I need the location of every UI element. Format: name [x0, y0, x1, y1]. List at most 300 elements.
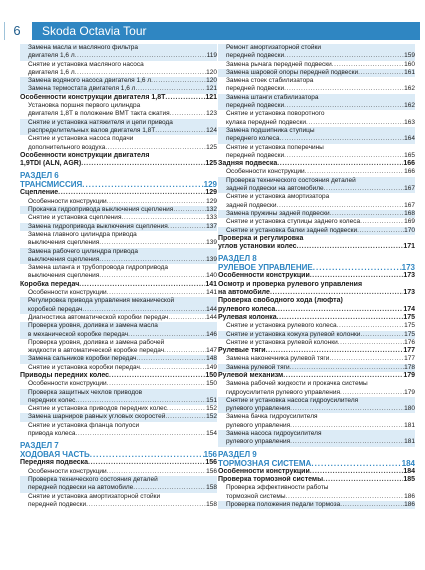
entry-title: двигателя 1,6 л	[28, 52, 75, 60]
entry-title: Замена шарниров равных угловых скоростей	[28, 413, 166, 421]
entry-title: Особенности конструкции	[226, 168, 305, 176]
toc-entry	[218, 144, 415, 152]
leader-dots	[337, 322, 404, 330]
toc-entry	[218, 501, 415, 509]
toc-entry	[218, 380, 415, 388]
toc-entry	[218, 422, 415, 430]
entry-title: Замена наконечника рулевой тяги	[226, 355, 330, 363]
toc-entry	[218, 85, 415, 93]
leader-dots	[99, 256, 206, 264]
leader-dots	[75, 397, 206, 405]
entry-title: Ремонт амортизаторной стойки	[226, 44, 322, 51]
toc-entry	[20, 248, 217, 256]
leader-dots	[107, 198, 206, 206]
page-header	[0, 0, 425, 40]
toc-chapter-entry	[20, 459, 217, 467]
toc-entry	[20, 214, 217, 222]
leader-dots	[306, 119, 404, 127]
leader-dots	[121, 214, 206, 222]
entry-title: кулака передней подвески	[226, 118, 306, 126]
entry-title: Снятие и установка ступицы заднего колеса	[226, 218, 361, 226]
leader-dots	[323, 476, 403, 484]
entry-page-number: 181	[404, 421, 415, 429]
toc-chapter-entry	[218, 160, 415, 168]
section-heading	[218, 254, 415, 263]
leader-dots	[168, 223, 206, 231]
leader-dots	[329, 355, 404, 363]
entry-title: Снятие и установка рулевого колеса	[226, 322, 337, 330]
entry-page-number: 121	[206, 85, 217, 93]
toc-chapter-entry	[218, 347, 415, 355]
toc-entry	[20, 198, 217, 206]
toc-entry	[218, 44, 415, 52]
page-number: 6	[4, 22, 29, 40]
toc-entry	[218, 119, 415, 127]
entry-page-number: 150	[205, 371, 217, 379]
entry-title: Особенности конструкции	[28, 289, 107, 297]
toc-chapter-entry	[218, 281, 415, 289]
section-heading	[20, 171, 217, 180]
toc-entry	[218, 77, 415, 85]
leader-dots	[75, 52, 207, 60]
entry-title: Снятие и установка масляного насоса	[28, 60, 144, 68]
leader-dots	[136, 355, 206, 363]
toc-entry	[218, 185, 415, 193]
toc-entry	[20, 110, 217, 118]
entry-page-number: 184	[401, 458, 415, 468]
entry-page-number: 144	[206, 313, 217, 321]
toc-entry	[218, 405, 415, 413]
toc-entry	[20, 413, 217, 421]
leader-dots	[284, 152, 404, 160]
leader-dots	[313, 263, 402, 272]
section-heading	[218, 450, 415, 459]
entry-title: Замена рабочей жидкости и прокачка системы	[226, 380, 368, 388]
leader-dots	[277, 202, 405, 210]
toc-entry	[20, 44, 217, 52]
entry-title: Замена рулевой тяги	[226, 363, 290, 371]
leader-dots	[109, 372, 205, 380]
entry-title: Снятие и установка коробки передач	[28, 363, 140, 371]
entry-page-number: 137	[206, 222, 217, 230]
entry-page-number: 179	[404, 388, 415, 396]
entry-page-number: 158	[206, 500, 217, 508]
toc-entry	[20, 430, 217, 438]
entry-page-number: 120	[206, 68, 217, 76]
entry-page-number: 165	[404, 151, 415, 159]
leader-dots	[311, 459, 401, 468]
toc-entry	[20, 380, 217, 388]
entry-page-number: 129	[205, 189, 217, 197]
toc-chapter-entry	[218, 243, 415, 251]
entry-title: Установка поршня первого цилиндра	[28, 102, 141, 110]
entry-title: Снятие и установка насоса гидроусилителя	[226, 396, 359, 404]
toc-entry	[218, 493, 415, 501]
entry-page-number: 177	[404, 355, 415, 363]
entry-title: Осмотр и проверка рулевого управления	[218, 280, 363, 288]
leader-dots	[286, 493, 405, 501]
leader-dots	[151, 77, 206, 85]
entry-title: Диагностика автоматической коробки передач	[28, 313, 169, 321]
leader-dots	[79, 281, 205, 289]
entry-page-number: 156	[206, 467, 217, 475]
entry-title: РАЗДЕЛ 7	[20, 441, 59, 451]
entry-title: РАЗДЕЛ 8	[218, 254, 257, 264]
toc-entry	[20, 322, 217, 330]
entry-page-number: 150	[206, 380, 217, 388]
entry-title: Проверка эффективности работы	[226, 484, 329, 492]
toc-entry	[218, 61, 415, 69]
leader-dots	[107, 289, 206, 297]
toc-entry	[218, 152, 415, 160]
entry-page-number: 129	[206, 197, 217, 205]
entry-page-number: 169	[404, 218, 415, 226]
entry-title: Проверка уровня, доливка и замена масла	[28, 322, 158, 330]
entry-page-number: 163	[404, 118, 415, 126]
toc-entry	[218, 210, 415, 218]
leader-dots	[155, 127, 206, 135]
entry-title: Снятие и установка балки задней подвески	[226, 226, 358, 234]
toc-chapter-entry	[218, 476, 415, 484]
toc-entry	[218, 339, 415, 347]
entry-page-number: 125	[205, 160, 217, 168]
entry-title: Замена масла и масляного фильтра	[28, 44, 138, 51]
entry-title: Проверка уровня, доливка и замена рабочей	[28, 338, 165, 346]
entry-title: Замена термостата двигателя 1,6 л	[28, 85, 136, 93]
entry-page-number: 125	[206, 143, 217, 151]
entry-title: Снятие и установка сцепления	[28, 214, 122, 222]
entry-page-number: 123	[206, 110, 217, 118]
leader-dots	[310, 468, 404, 476]
entry-title: Проверка защитных чехлов приводов	[28, 388, 143, 396]
leader-dots	[168, 314, 206, 322]
entry-page-number: 124	[206, 126, 217, 134]
leader-dots	[81, 160, 205, 168]
entry-page-number: 146	[206, 330, 217, 338]
leader-dots	[357, 227, 404, 235]
entry-title: задней подвески на автомобиле	[226, 185, 324, 193]
toc-chapter-entry	[218, 314, 415, 322]
entry-title: 1,9TDI (ALN, AGR)	[20, 160, 82, 168]
entry-title: Особенности конструкции	[218, 272, 310, 280]
leader-dots	[283, 372, 403, 380]
entry-title: Рулевые тяги	[218, 347, 266, 355]
entry-page-number: 178	[404, 363, 415, 371]
leader-dots	[290, 422, 404, 430]
entry-title: тормозной системы	[226, 492, 286, 500]
toc-chapter-entry	[218, 306, 415, 314]
entry-title: Замена главного цилиндра привода	[28, 230, 137, 238]
toc-entry	[20, 389, 217, 397]
entry-title: Замена шланга и трубопровода гидропривода	[28, 264, 168, 272]
toc-entry	[20, 239, 217, 247]
toc-entry	[218, 193, 415, 201]
entry-page-number: 161	[404, 68, 415, 76]
entry-title: передних колес	[28, 396, 76, 404]
entry-page-number: 139	[206, 239, 217, 247]
toc-entry	[20, 493, 217, 501]
entry-title: Замена бачка гидроусилителя	[226, 413, 318, 421]
entry-title: передней подвески	[226, 102, 285, 110]
toc-entry	[20, 476, 217, 484]
entry-title: двигателя 1,6 л	[28, 68, 75, 76]
entry-title: гидроусилителя рулевого управления	[226, 388, 341, 396]
entry-title: Снятие и установка насоса подачи	[28, 135, 134, 143]
toc-entry	[20, 364, 217, 372]
entry-title: РУЛЕВОЕ УПРАВЛЕНИЕ	[218, 263, 313, 273]
toc-entry	[20, 355, 217, 363]
entry-title: распределительных валов двигателя 1,8Т	[28, 126, 156, 134]
entry-title: передней подвески	[28, 500, 87, 508]
entry-title: Замена подшипника ступицы	[226, 126, 315, 134]
entry-title: Замена шаровой опоры передней подвески	[226, 68, 359, 76]
toc-entry	[20, 144, 217, 152]
entry-page-number: 164	[404, 135, 415, 143]
toc-entry	[218, 322, 415, 330]
leader-dots	[360, 218, 404, 226]
toc-entry	[218, 438, 415, 446]
entry-page-number: 152	[206, 413, 217, 421]
leader-dots	[105, 144, 206, 152]
entry-page-number: 167	[404, 201, 415, 209]
toc-entry	[20, 331, 217, 339]
toc-entry	[218, 331, 415, 339]
toc-entry	[20, 405, 217, 413]
entry-title: на автомобиле	[218, 289, 270, 297]
entry-page-number: 186	[404, 492, 415, 500]
entry-title: Особенности конструкции	[218, 467, 310, 475]
entry-page-number: 179	[403, 371, 415, 379]
entry-title: Приводы передних колес	[20, 371, 110, 379]
entry-title: жидкости в автоматической коробке передач	[28, 347, 165, 355]
toc-chapter-entry	[20, 152, 217, 160]
section-heading	[20, 450, 217, 459]
toc-entry	[218, 202, 415, 210]
entry-title: Проверка технического состояния деталей	[28, 475, 158, 483]
entry-title: Снятие и установка кожуха рулевой колонки	[226, 330, 361, 338]
toc-entry	[218, 177, 415, 185]
toc-entry	[218, 364, 415, 372]
toc-chapter-entry	[218, 289, 415, 297]
entry-page-number: 174	[403, 305, 415, 313]
entry-title: Проверка положения педали тормоза	[226, 500, 341, 508]
toc-entry	[20, 339, 217, 347]
entry-title: переднего колеса	[226, 135, 280, 143]
entry-title: Снятие и установка амортизаторной стойки	[28, 492, 161, 500]
leader-dots	[107, 380, 206, 388]
toc-entry	[20, 52, 217, 60]
entry-title: Особенности конструкции	[28, 197, 107, 205]
entry-page-number: 154	[206, 430, 217, 438]
leader-dots	[167, 405, 206, 413]
leader-dots	[284, 102, 404, 110]
entry-page-number: 129	[203, 180, 217, 190]
entry-title: Замена гидропривода выключения сцепления	[28, 222, 168, 230]
leader-dots	[284, 52, 404, 60]
toc-entry	[218, 168, 415, 176]
entry-page-number: 121	[205, 93, 217, 101]
entry-page-number: 160	[404, 60, 415, 68]
leader-dots	[338, 339, 404, 347]
entry-title: Передняя подвеска	[20, 459, 89, 467]
toc-entry	[218, 218, 415, 226]
entry-page-number: 170	[404, 226, 415, 234]
leader-dots	[270, 289, 403, 297]
entry-title: Задняя подвеска	[218, 160, 278, 168]
entry-page-number: 173	[403, 272, 415, 280]
leader-dots	[332, 61, 404, 69]
entry-title: Проверка технического состояния деталей	[226, 176, 356, 184]
leader-dots	[99, 239, 206, 247]
entry-title: рулевого управления	[226, 438, 291, 446]
toc-entry	[218, 110, 415, 118]
leader-dots	[280, 135, 405, 143]
toc-chapter-entry	[218, 272, 415, 280]
leader-dots	[99, 272, 206, 280]
leader-dots	[82, 180, 203, 189]
entry-title: Замена пружины задней подвески	[226, 209, 330, 217]
entry-title: задней подвески	[226, 201, 277, 209]
entry-page-number: 180	[404, 405, 415, 413]
entry-page-number: 173	[403, 289, 415, 297]
entry-title: передней подвески	[226, 85, 285, 93]
entry-page-number: 120	[206, 77, 217, 85]
leader-dots	[140, 364, 206, 372]
toc-entry	[218, 94, 415, 102]
entry-page-number: 149	[206, 363, 217, 371]
entry-page-number: 141	[206, 289, 217, 297]
entry-title: Снятие и установка поворотного	[226, 110, 325, 118]
entry-page-number: 159	[404, 52, 415, 60]
toc-entry	[20, 272, 217, 280]
toc-entry	[218, 52, 415, 60]
leader-dots	[173, 206, 206, 214]
entry-title: передней подвески на автомобиле	[28, 484, 134, 492]
entry-page-number: 141	[205, 280, 217, 288]
toc-entry	[20, 422, 217, 430]
entry-page-number: 147	[206, 347, 217, 355]
entry-title: Снятие и установка амортизатора	[226, 193, 330, 201]
toc-entry	[218, 484, 415, 492]
entry-title: ХОДОВАЯ ЧАСТЬ	[20, 450, 90, 460]
entry-page-number: 144	[206, 305, 217, 313]
leader-dots	[358, 69, 404, 77]
entry-page-number: 186	[404, 500, 415, 508]
toc-chapter-entry	[20, 94, 217, 102]
toc-chapter-entry	[20, 189, 217, 197]
toc-entry	[20, 102, 217, 110]
entry-page-number: 181	[404, 438, 415, 446]
entry-title: Особенности конструкции двигателя	[20, 151, 150, 159]
entry-page-number: 175	[403, 313, 415, 321]
entry-title: Особенности конструкции двигателя 1,8Т	[20, 93, 166, 101]
toc-entry	[20, 397, 217, 405]
leader-dots	[305, 168, 404, 176]
entry-page-number: 119	[206, 52, 217, 60]
entry-title: двигателя 1,8Т в положение ВМТ такта сжатия	[28, 110, 170, 118]
leader-dots	[330, 210, 405, 218]
section-heading	[218, 459, 415, 468]
entry-title: Снятие и установка поперечины	[226, 143, 324, 151]
toc-entry	[218, 69, 415, 77]
entry-title: Проверка и регулировка	[218, 234, 304, 242]
leader-dots	[340, 501, 404, 509]
entry-page-number: 175	[404, 322, 415, 330]
toc-entry	[20, 85, 217, 93]
leader-dots	[290, 438, 404, 446]
leader-dots	[90, 450, 204, 459]
entry-page-number: 177	[403, 347, 415, 355]
entry-title: Регулировка привода управления механической	[28, 297, 175, 305]
toc-chapter-entry	[20, 281, 217, 289]
leader-dots	[284, 85, 404, 93]
entry-title: в механической коробке передач	[28, 330, 129, 338]
toc-entry	[218, 397, 415, 405]
section-heading	[218, 263, 415, 272]
leader-dots	[277, 160, 403, 168]
entry-page-number: 152	[206, 405, 217, 413]
toc-entry	[20, 223, 217, 231]
entry-title: рулевого управления	[226, 421, 291, 429]
entry-title: Особенности конструкции	[28, 380, 107, 388]
leader-dots	[82, 306, 206, 314]
entry-page-number: 133	[206, 214, 217, 222]
leader-dots	[165, 94, 205, 102]
entry-title: Особенности конструкции	[28, 467, 107, 475]
entry-page-number: 185	[403, 475, 415, 483]
entry-title: выключения сцепления	[28, 272, 100, 280]
entry-title: рулевого колеса	[218, 305, 276, 313]
leader-dots	[310, 272, 404, 280]
leader-dots	[128, 331, 206, 339]
entry-page-number: 173	[401, 263, 415, 273]
toc-entry	[20, 314, 217, 322]
toc-entry	[218, 413, 415, 421]
entry-page-number: 175	[404, 330, 415, 338]
entry-title: привода колеса	[28, 430, 76, 438]
section-heading	[20, 180, 217, 189]
entry-title: Проверка свободного хода (люфта)	[218, 297, 343, 305]
leader-dots	[164, 347, 206, 355]
toc-entry	[20, 135, 217, 143]
leader-dots	[135, 85, 206, 93]
entry-title: РАЗДЕЛ 6	[20, 171, 59, 181]
toc-right-column	[218, 44, 415, 509]
entry-title: дополнительного воздуха	[28, 143, 106, 151]
toc-chapter-entry	[20, 372, 217, 380]
entry-title: коробкой передач	[28, 305, 83, 313]
toc-entry	[20, 501, 217, 509]
entry-title: Рулевая колонка	[218, 313, 277, 321]
leader-dots	[133, 484, 206, 492]
leader-dots	[324, 185, 405, 193]
toc-entry	[20, 306, 217, 314]
entry-title: Сцепление	[20, 189, 59, 197]
entry-title: Замена насоса гидроусилителя	[226, 430, 322, 438]
entry-page-number: 156	[205, 459, 217, 467]
entry-title: РАЗДЕЛ 9	[218, 449, 257, 459]
entry-page-number: 166	[404, 168, 415, 176]
entry-title: ТРАНСМИССИЯ	[20, 180, 83, 190]
toc-chapter-entry	[218, 372, 415, 380]
leader-dots	[360, 331, 404, 339]
toc-entry	[218, 135, 415, 143]
toc-entry	[20, 127, 217, 135]
entry-title: передней подвески	[226, 52, 285, 60]
toc-entry	[218, 430, 415, 438]
entry-page-number: 162	[404, 85, 415, 93]
entry-title: передней подвески	[226, 151, 285, 159]
